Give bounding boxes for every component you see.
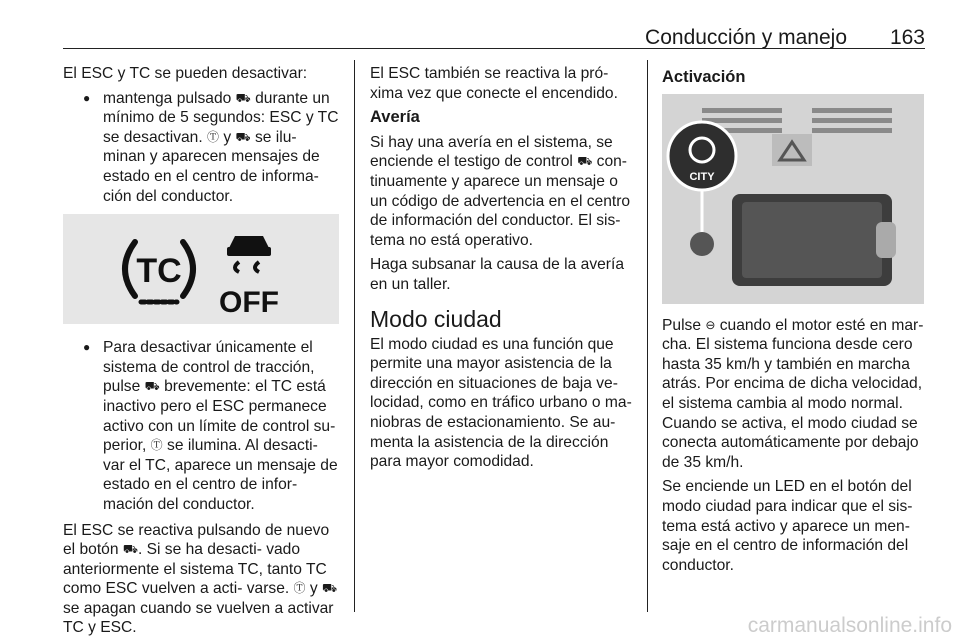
page-number: 163 xyxy=(889,26,925,49)
inline-symbol-icon: ⛟ xyxy=(144,379,160,394)
tc-icon-label: TC xyxy=(136,252,182,291)
text-run: durante un mínimo de 5 segundos: ESC y TC se desactivan. xyxy=(103,89,339,146)
inline-symbol-icon: ⛟ xyxy=(322,581,338,596)
text-run: El ESC se reactiva pulsando de nuevo el botón xyxy=(63,521,330,559)
bullet-item xyxy=(63,89,339,207)
off-icon-label: OFF xyxy=(219,286,279,320)
text-run: con- tinuamente y aparece un mensaje o un código de advertencia en el centro de información del conductor. El sis- tema no está operativo. xyxy=(370,153,631,249)
body-paragraph: El modo ciudad es una función que permite una mayor asistencia de la dirección en situaciones de baja ve- locidad, como en tráfico urbano o ma- niobras de estacionamiento. Se au- menta la asistencia de la dirección para mayor comodidad. xyxy=(370,335,632,471)
page-header xyxy=(63,0,925,48)
text-run: mantenga pulsado xyxy=(103,89,236,107)
watermark: carmanualsonline.info xyxy=(747,614,952,637)
intro-paragraph: El ESC y TC se pueden desactivar: xyxy=(63,65,308,82)
column-middle xyxy=(370,64,636,477)
body-paragraph: El ESC también se reactiva la pró- xima vez que conecte el encendido. xyxy=(370,65,618,102)
text-run: se apagan cuando se vuelven a activar TC y ESC. xyxy=(63,599,334,637)
body-paragraph xyxy=(63,521,339,639)
bullet-item xyxy=(63,338,339,514)
header-rule xyxy=(63,48,925,49)
column-divider xyxy=(354,60,355,612)
subsection-heading: Activación xyxy=(662,68,746,86)
body-paragraph xyxy=(662,316,928,473)
bullet-list xyxy=(63,89,339,207)
inline-symbol-icon: Ⓣ xyxy=(150,438,163,453)
text-run: Si hay una avería en el sistema, se enciende el testigo de control xyxy=(370,133,613,171)
chapter-title: Conducción y manejo xyxy=(645,26,847,49)
esc-off-icon xyxy=(227,236,271,272)
text-run: Pulse xyxy=(662,316,706,334)
body-paragraph: Se enciende un LED en el botón del modo ciudad para indicar que el sis- tema está activo y aparece un men- saje en el centro de información del conductor. xyxy=(662,478,913,574)
city-label: CITY xyxy=(689,170,715,183)
text-run: cuando el motor esté en mar- cha. El sistema funciona desde cero hasta 35 km/h y también en marcha atrás. Por encima de dicha velocidad, el sistema cambia al modo normal. Cuando se activa, el modo ciudad se conecta automáticamente por debajo de 35 km/h. xyxy=(662,316,924,471)
inline-symbol-icon: Ⓣ xyxy=(293,581,306,596)
inline-symbol-icon: ⛟ xyxy=(235,90,251,105)
text-run: se ilu- minan y aparecen mensajes de estado en el centro de informa- ción del conductor. xyxy=(103,128,320,205)
city-mode-button xyxy=(690,232,714,256)
inline-symbol-icon: Ⓣ xyxy=(207,129,220,144)
section-heading: Modo ciudad xyxy=(370,305,502,332)
column-right xyxy=(662,64,928,580)
inline-symbol-icon: ⛟ xyxy=(577,154,593,169)
text-run: . Si se ha desacti- vado anteriormente el sistema TC, tanto TC como ESC vuelven a acti- varse. xyxy=(63,541,327,598)
tc-off-illustration xyxy=(63,214,339,324)
inline-symbol-icon: ⛟ xyxy=(235,129,251,144)
body-paragraph: Haga subsanar la causa de la avería en un taller. xyxy=(370,256,624,293)
subsection-heading: Avería xyxy=(370,108,420,127)
inline-symbol-icon: ⊖ xyxy=(705,317,716,332)
dashboard-photo xyxy=(662,94,924,304)
inline-symbol-icon: ⛟ xyxy=(122,542,138,557)
column-left xyxy=(63,64,339,643)
text-run: Para desactivar únicamente el sistema de control de tracción, pulse xyxy=(103,339,315,396)
body-paragraph xyxy=(370,133,636,251)
text-run: brevemente: el TC está inactivo pero el ESC permanece activo con un límite de control su- perior, xyxy=(103,378,336,455)
bullet-list xyxy=(63,338,339,514)
dashboard-illustration xyxy=(662,94,924,304)
text-run: y xyxy=(305,580,323,598)
tc-off-icons xyxy=(63,214,339,324)
text-run: se ilumina. Al desacti- var el TC, aparece un mensaje de estado en el centro de infor- mación del conductor. xyxy=(103,437,338,513)
column-divider xyxy=(647,60,648,612)
text-run: y xyxy=(219,128,236,146)
